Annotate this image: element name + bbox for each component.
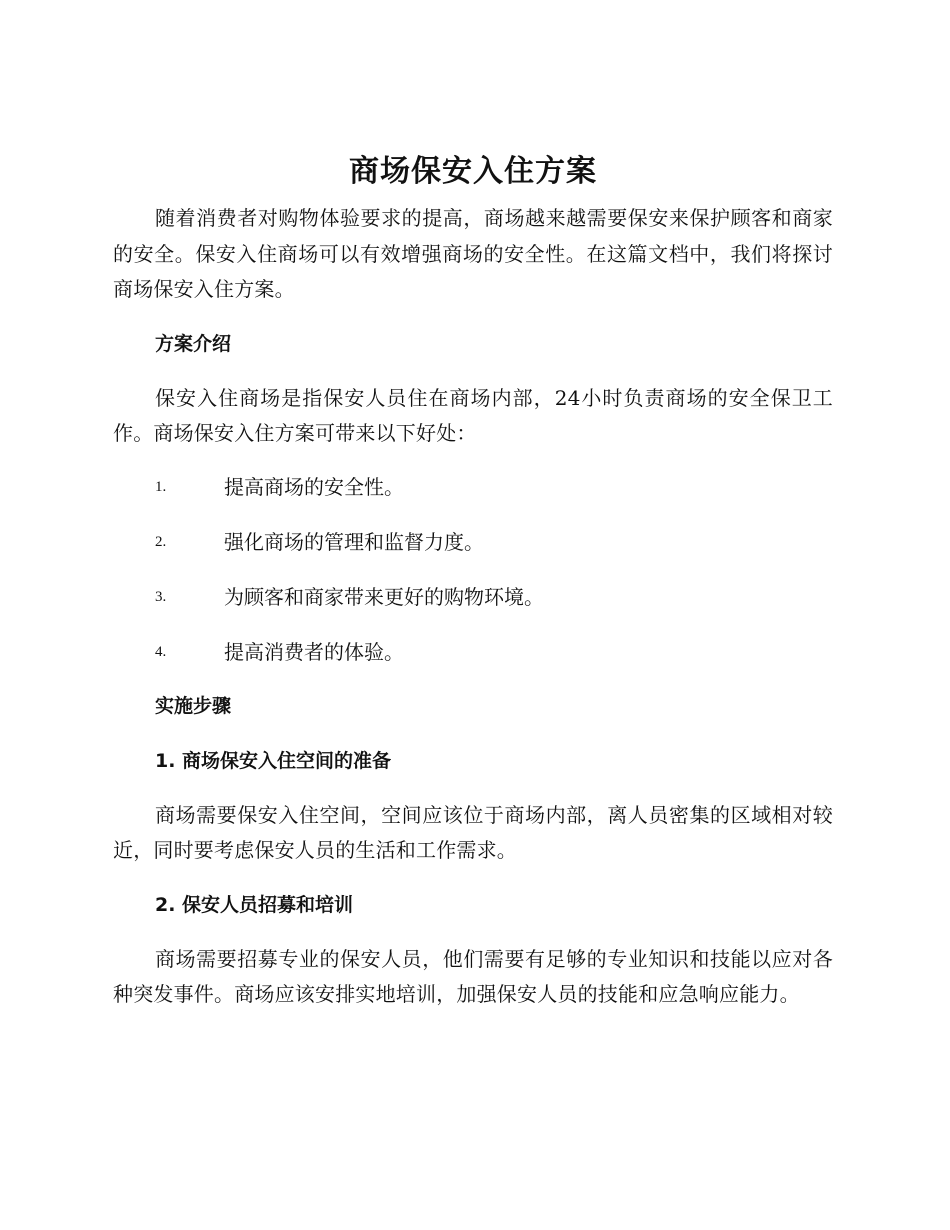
benefits-list [113,470,833,670]
list-item [113,525,833,560]
list-item [113,580,833,615]
document-title: 商场保安入住方案 [349,154,597,189]
plan-intro-paragraph: 保安入住商场是指保安人员住在商场内部，24小时负责商场的安全保卫工作。商场保安入住方案可带来以下好处： [113,385,833,445]
list-item-number: 4. [155,643,167,660]
list-item-text: 提高消费者的体验。 [224,639,404,664]
section-heading-implementation: 实施步骤 [155,694,232,717]
step-heading-space-preparation: 1. 商场保安入住空间的准备 [155,749,392,772]
step-heading-recruitment-training: 2. 保安人员招募和培训 [155,893,354,916]
document-body [113,149,833,1013]
step-paragraph-space-preparation: 商场需要保安入住空间，空间应该位于商场内部，离人员密集的区域相对较近，同时要考虑保安人员的生活和工作需求。 [113,802,833,862]
list-item [113,470,833,505]
list-item-number: 2. [155,533,167,550]
list-item-number: 3. [155,588,167,605]
list-item-text: 强化商场的管理和监督力度。 [224,529,484,554]
list-item-text: 为顾客和商家带来更好的购物环境。 [224,584,544,609]
step-paragraph-recruitment-training: 商场需要招募专业的保安人员，他们需要有足够的专业知识和技能以应对各种突发事件。商场应该安排实地培训，加强保安人员的技能和应急响应能力。 [113,946,833,1006]
list-item [113,635,833,670]
list-item-number: 1. [155,478,167,495]
intro-paragraph: 随着消费者对购物体验要求的提高，商场越来越需要保安来保护顾客和商家的安全。保安入住商场可以有效增强商场的安全性。在这篇文档中，我们将探讨商场保安入住方案。 [113,206,833,301]
list-item-text: 提高商场的安全性。 [224,474,404,499]
section-heading-plan-intro: 方案介绍 [155,332,232,355]
